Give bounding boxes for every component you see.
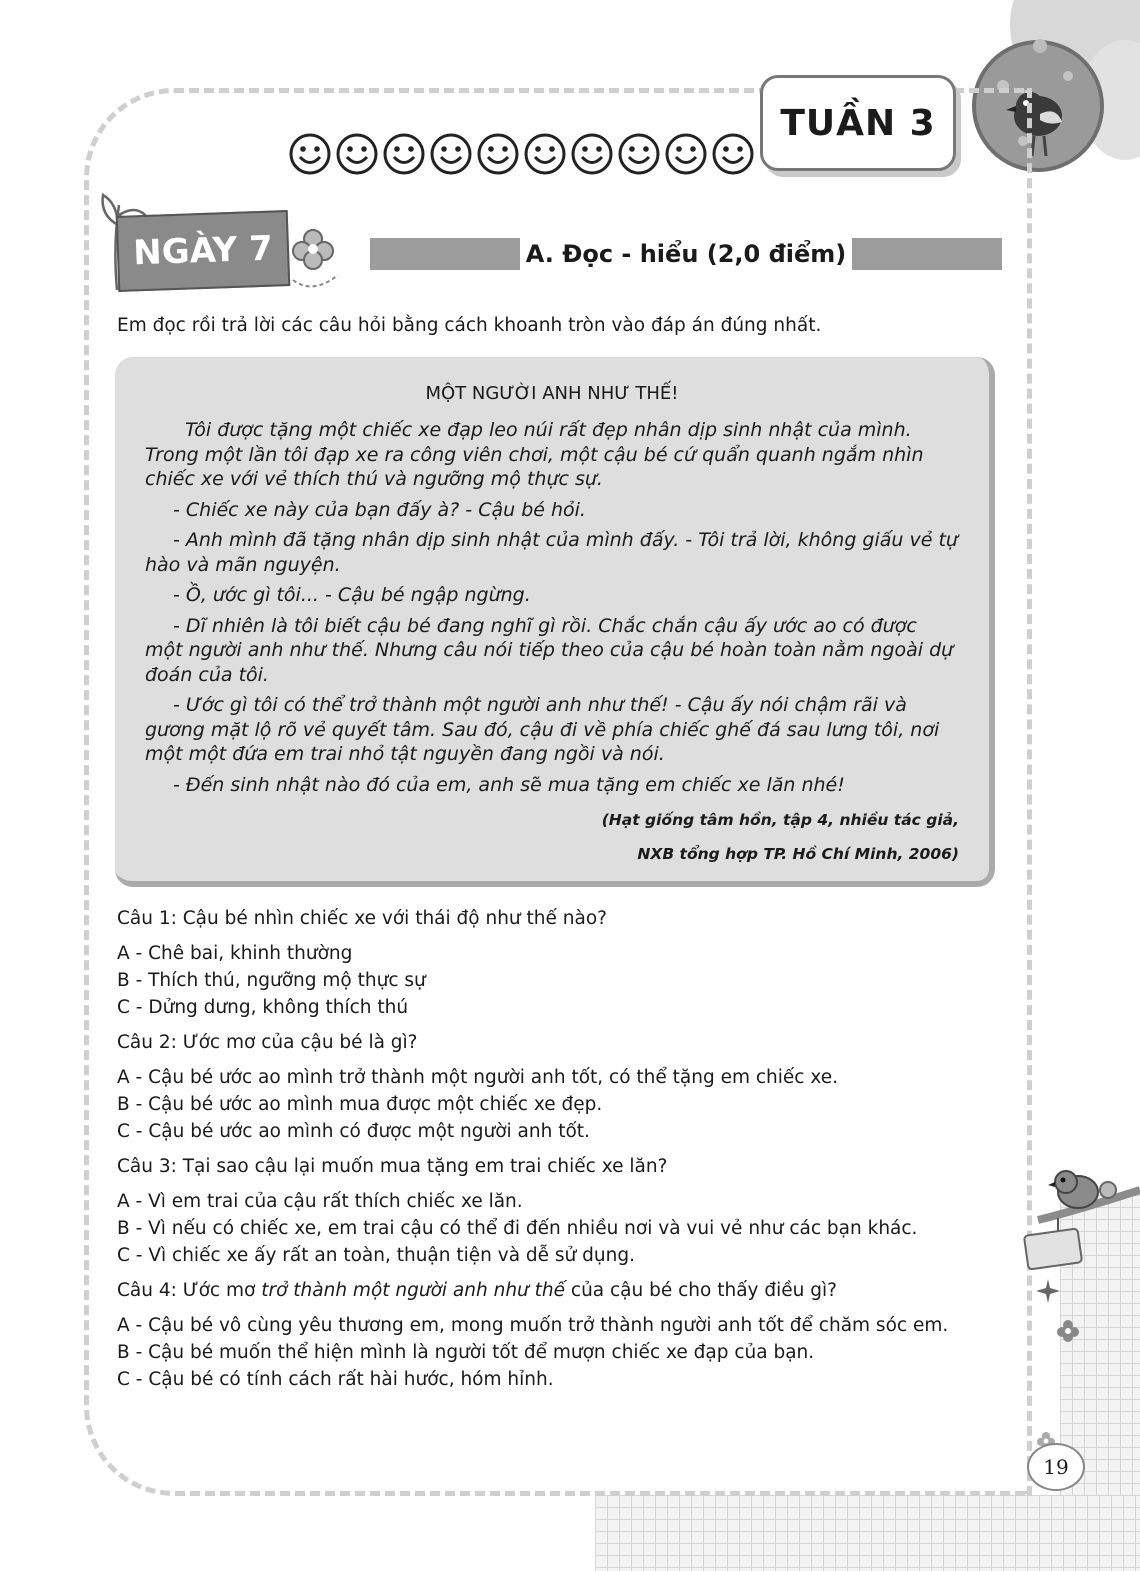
story-paragraph: - Anh mình đã tặng nhân dịp sinh nhật của mình đấy. - Tôi trả lời, không giấu vẻ tự hào và mãn nguyện.	[145, 529, 958, 576]
instruction-text: Em đọc rồi trả lời các câu hỏi bằng cách khoanh tròn vào đáp án đúng nhất.	[117, 315, 822, 336]
answer-option[interactable]: B - Cậu bé muốn thể hiện mình là người tốt để mượn chiếc xe đạp của bạn.	[117, 1342, 815, 1363]
section-title: A. Đọc - hiểu (2,0 điểm)	[525, 240, 847, 268]
smiley-icon	[711, 132, 755, 176]
answer-option[interactable]: B - Vì nếu có chiếc xe, em trai cậu có thể đi đến nhiều nơi và vui vẻ như các bạn khác.	[117, 1218, 918, 1239]
answer-option[interactable]: A - Cậu bé ước ao mình trở thành một người anh tốt, có thể tặng em chiếc xe.	[117, 1067, 838, 1088]
star-icon	[1035, 1278, 1061, 1304]
smiley-icon	[382, 132, 426, 176]
answer-option[interactable]: C - Dửng dưng, không thích thú	[117, 997, 409, 1018]
answer-option[interactable]: C - Vì chiếc xe ấy rất an toàn, thuận tiện và dễ sử dụng.	[117, 1245, 635, 1266]
week-label: TUẦN 3	[760, 75, 956, 171]
bird-branch-icon	[1018, 1160, 1140, 1270]
story-box	[115, 357, 995, 887]
story-title: MỘT NGƯỜI ANH NHƯ THẾ!	[425, 383, 679, 404]
smiley-icon	[335, 132, 379, 176]
answer-option[interactable]: A - Vì em trai của cậu rất thích chiếc xe lăn.	[117, 1191, 523, 1212]
answer-option[interactable]: A - Chê bai, khinh thường	[117, 943, 353, 964]
smiley-row	[288, 132, 755, 176]
question-1: Câu 1: Cậu bé nhìn chiếc xe với thái độ như thế nào?	[117, 908, 607, 929]
story-paragraph: - Ồ, ước gì tôi... - Cậu bé ngập ngừng.	[173, 584, 531, 606]
day-label: NGÀY 7	[116, 210, 291, 292]
story-paragraph: - Chiếc xe này của bạn đấy à? - Cậu bé hỏi.	[173, 498, 586, 521]
answer-option[interactable]: B - Cậu bé ước ao mình mua được một chiếc xe đẹp.	[117, 1094, 603, 1115]
page-number: 19	[1027, 1443, 1085, 1491]
smiley-icon	[476, 132, 520, 176]
story-paragraph: Tôi được tặng một chiếc xe đạp leo núi rất đẹp nhân dịp sinh nhật của mình. Trong một lần tôi đạp xe ra công viên chơi, một cậu bé cứ quẩn quanh ngắm nhìn chiếc xe với vẻ thích thú và ngưỡng mộ thực sự.	[145, 419, 924, 490]
flower-icon	[288, 225, 348, 295]
smiley-icon	[429, 132, 473, 176]
story-paragraph: - Ước gì tôi có thể trở thành một người anh như thế! - Cậu ấy nói chậm rãi và gương mặt lộ rõ vẻ quyết tâm. Sau đó, cậu đi về phía chiếc ghế đá sau lưng tôi, nơi một một đứa em trai nhỏ tật nguyền đang ngồi và nói.	[145, 694, 940, 765]
question-2-options	[117, 1067, 1017, 1142]
flower-small-icon	[1057, 1320, 1079, 1342]
story-source	[145, 803, 959, 871]
questions-list	[117, 908, 1017, 1404]
story-paragraph: - Dĩ nhiên là tôi biết cậu bé đang nghĩ gì rồi. Chắc chắn cậu ấy ước ao có được một người anh như thế. Nhưng câu nói tiếp theo của cậu bé hoàn toàn nằm ngoài dự đoán của tôi.	[145, 614, 954, 686]
question-4	[117, 1280, 1017, 1301]
smiley-icon	[288, 132, 332, 176]
story-paragraph: - Đến sinh nhật nào đó của em, anh sẽ mua tặng em chiếc xe lăn nhé!	[173, 773, 845, 796]
section-bar-left	[370, 238, 520, 270]
question-1-options	[117, 943, 1017, 1018]
question-4-italic: trở thành một người anh như thế	[261, 1280, 566, 1301]
question-3-options	[117, 1191, 1017, 1266]
question-4-options	[117, 1315, 1017, 1390]
smiley-icon	[570, 132, 614, 176]
question-2: Câu 2: Ước mơ của cậu bé là gì?	[117, 1032, 418, 1053]
section-bar-right	[852, 238, 1002, 270]
answer-option[interactable]: C - Cậu bé có tính cách rất hài hước, hóm hỉnh.	[117, 1369, 554, 1390]
source-line: NXB tổng hợp TP. Hồ Chí Minh, 2006)	[637, 845, 959, 863]
question-4-suffix: của cậu bé cho thấy điều gì?	[565, 1280, 837, 1301]
question-3: Câu 3: Tại sao cậu lại muốn mua tặng em trai chiếc xe lăn?	[117, 1156, 668, 1177]
source-line: (Hạt giống tâm hồn, tập 4, nhiều tác giả,	[601, 811, 959, 829]
smiley-icon	[664, 132, 708, 176]
story-text	[145, 418, 959, 797]
question-4-prefix: Câu 4: Ước mơ	[117, 1280, 262, 1301]
smiley-icon	[523, 132, 567, 176]
grid-background-bottom	[595, 1495, 1140, 1571]
answer-option[interactable]: A - Cậu bé vô cùng yêu thương em, mong muốn trở thành người anh tốt để chăm sóc em.	[117, 1315, 949, 1336]
smiley-icon	[617, 132, 661, 176]
answer-option[interactable]: C - Cậu bé ước ao mình có được một người anh tốt.	[117, 1121, 590, 1142]
answer-option[interactable]: B - Thích thú, ngưỡng mộ thực sự	[117, 970, 426, 991]
